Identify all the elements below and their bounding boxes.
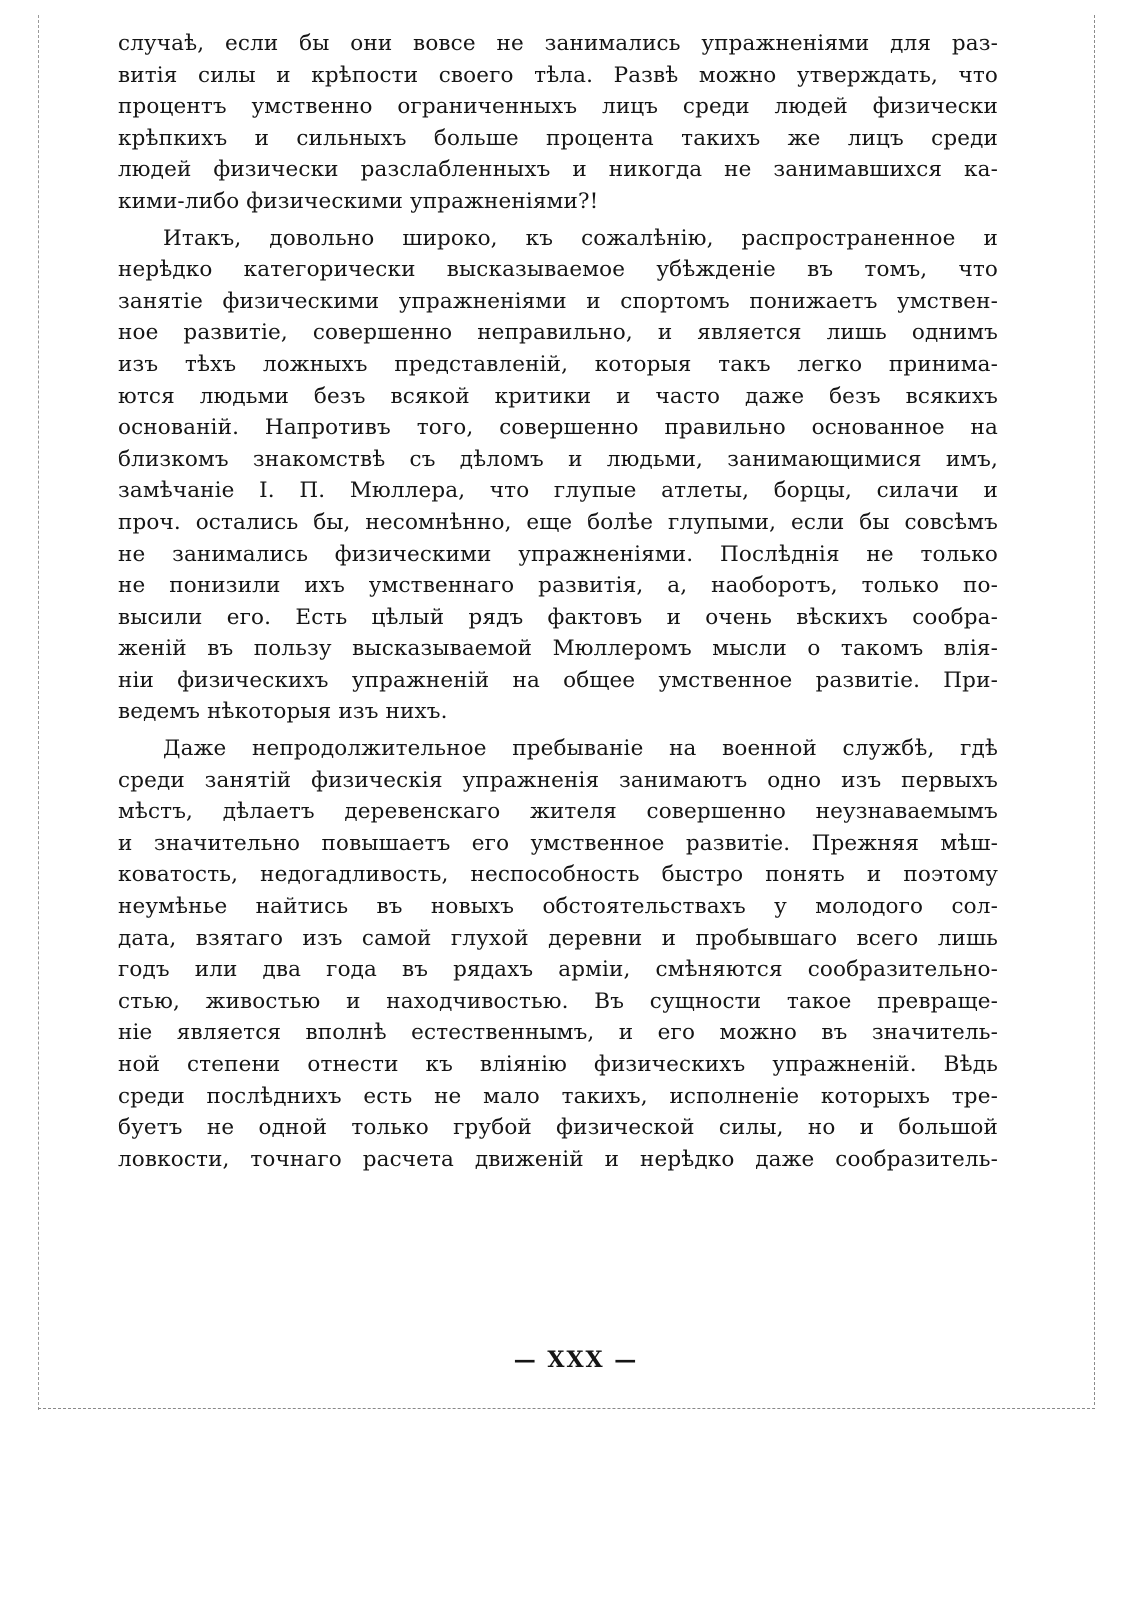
- text-line: нерѣдко категорически высказываемое убѣжденіе въ томъ, что: [118, 257, 998, 283]
- text-line: процентъ умственно ограниченныхъ лицъ среди людей физически: [118, 94, 998, 120]
- scan-edge-right: [1094, 15, 1095, 1405]
- text-line: ное развитіе, совершенно неправильно, и является лишь однимъ: [118, 320, 998, 346]
- text-line: дата, взятаго изъ самой глухой деревни и пробывшаго всего лишь: [118, 925, 998, 951]
- text-line: ной степени отнести къ вліянію физическихъ упражненій. Вѣдь: [118, 1052, 998, 1077]
- paragraph-1: [118, 28, 998, 218]
- text-line: женій въ пользу высказываемой Мюллеромъ мысли о такомъ влія-: [118, 636, 998, 662]
- text-line: изъ тѣхъ ложныхъ представленій, которыя такъ легко принима-: [118, 351, 998, 377]
- text-line: ловкости, точнаго расчета движеній и нерѣдко даже сообразитель-: [118, 1146, 998, 1172]
- text-line: ведемъ нѣкоторыя изъ нихъ.: [118, 699, 448, 725]
- text-line: коватость, недогадливость, неспособность быстро понять и поэтому: [118, 862, 998, 888]
- text-line: мѣстъ, дѣлаетъ деревенскаго жителя совершенно неузнаваемымъ: [118, 799, 998, 825]
- paragraph-2: [118, 223, 998, 729]
- scan-edge-bottom: [38, 1408, 1095, 1409]
- text-line: витія силы и крѣпости своего тѣла. Развѣ можно утверждать, что: [118, 62, 998, 88]
- text-line: неумѣнье найтись въ новыхъ обстоятельствахъ у молодого сол-: [118, 894, 998, 920]
- text-line: основаній. Напротивъ того, совершенно правильно основанное на: [118, 415, 998, 441]
- scan-edge-left: [38, 15, 39, 1410]
- text-line: и значительно повышаетъ его умственное развитіе. Прежняя мѣш-: [118, 830, 998, 856]
- text-line: ются людьми безъ всякой критики и часто даже безъ всякихъ: [118, 383, 998, 409]
- text-line: крѣпкихъ и сильныхъ больше процента такихъ же лицъ среди: [118, 125, 998, 151]
- text-line: случаѣ, если бы они вовсе не занимались упражненіями для раз-: [118, 31, 998, 56]
- text-line: людей физически разслабленныхъ и никогда не занимавшихся ка-: [118, 157, 998, 183]
- text-line: высили его. Есть цѣлый рядъ фактовъ и очень вѣскихъ сообра-: [118, 604, 998, 630]
- text-line: ніи физическихъ упражненій на общее умственное развитіе. При-: [118, 667, 998, 693]
- text-line: среди послѣднихъ есть не мало такихъ, исполненіе которыхъ тре-: [118, 1083, 998, 1109]
- text-line: кими-либо физическими упражненіями?!: [118, 188, 599, 214]
- page-number: — XXX —: [513, 1347, 639, 1373]
- text-line: Итакъ, довольно широко, къ сожалѣнію, распространенное и: [163, 225, 998, 251]
- text-line: ніе является вполнѣ естественнымъ, и его можно въ значитель-: [118, 1020, 998, 1046]
- paragraph-3: [118, 733, 998, 1175]
- text-line: проч. остались бы, несомнѣнно, еще болѣе глупыми, если бы совсѣмъ: [118, 509, 998, 535]
- body-text: [118, 28, 998, 1180]
- text-line: годъ или два года въ рядахъ арміи, смѣняются сообразительно-: [118, 957, 998, 983]
- text-line: среди занятій физическія упражненія занимаютъ одно изъ первыхъ: [118, 767, 998, 793]
- text-line: не занимались физическими упражненіями. Послѣднія не только: [118, 541, 998, 567]
- text-line: близкомъ знакомствѣ съ дѣломъ и людьми, занимающимися имъ,: [118, 446, 998, 472]
- text-line: не понизили ихъ умственнаго развитія, а, наоборотъ, только по-: [118, 573, 998, 599]
- text-line: стью, живостью и находчивостью. Въ сущности такое превраще-: [118, 988, 998, 1014]
- text-line: буетъ не одной только грубой физической силы, но и большой: [118, 1115, 998, 1141]
- text-line: занятіе физическими упражненіями и спортомъ понижаетъ умствен-: [118, 288, 998, 314]
- text-line: замѣчаніе I. П. Мюллера, что глупые атлеты, борцы, силачи и: [118, 478, 998, 504]
- text-line: Даже непродолжительное пребываніе на военной службѣ, гдѣ: [163, 736, 998, 762]
